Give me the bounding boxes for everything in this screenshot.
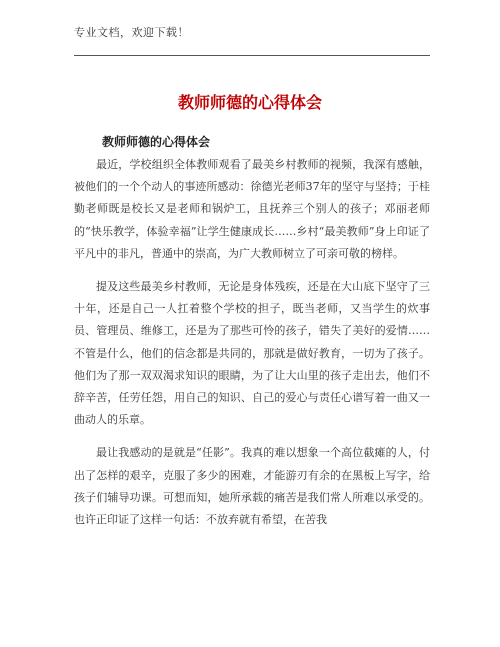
paragraph: 最让我感动的是就是“任影”。我真的难以想象一个高位截瘫的人，付出了怎样的艰辛，克服了多少的困难，才能游刃有余的在黑板上写字，给孩子们辅导功课。可想而知，她所承载的痛苦是我们常人所难以承受的。也许正印证了这样一句话：不放弃就有希望，在苦我 (74, 446, 430, 527)
paragraph: 最近，学校组织全体教师观看了最美乡村教师的视频，我深有感触，被他们的一个个动人的事迹所感动：徐德光老师37年的坚守与坚持；于桂勤老师既是校长又是老师和锅炉工，且抚养三个别人的孩子；邓丽老师的“快乐教学，体验幸福”让学生健康成长……乡村“最美教师”身上印证了平凡中的非凡，普通中的崇高，为广大教师树立了可亲可敬的榜样。 (74, 158, 430, 260)
header-text: 专业文档，欢迎下载！ (74, 26, 189, 39)
body-text (74, 154, 430, 542)
paragraph: 提及这些最美乡村教师，无论是身体残疾，还是在大山底下坚守了三十年，还是自己一人扛着整个学校的担子，既当老师，又当学生的炊事员、管理员、维修工，还是为了那些可怜的孩子，错失了美好的爱情……不管是什么，他们的信念都是共同的，那就是做好教育，一切为了孩子。他们为了那一双双渴求知识的眼睛，为了让大山里的孩子走出去，他们不辞辛苦，任劳任怨，用自己的知识、自己的爱心与责任心谱写着一曲又一曲动人的乐章。 (74, 280, 430, 427)
document-title: 教师师德的心得体会 (177, 93, 322, 112)
section-title: 教师师德的心得体会 (102, 135, 211, 149)
header-divider (74, 55, 430, 56)
